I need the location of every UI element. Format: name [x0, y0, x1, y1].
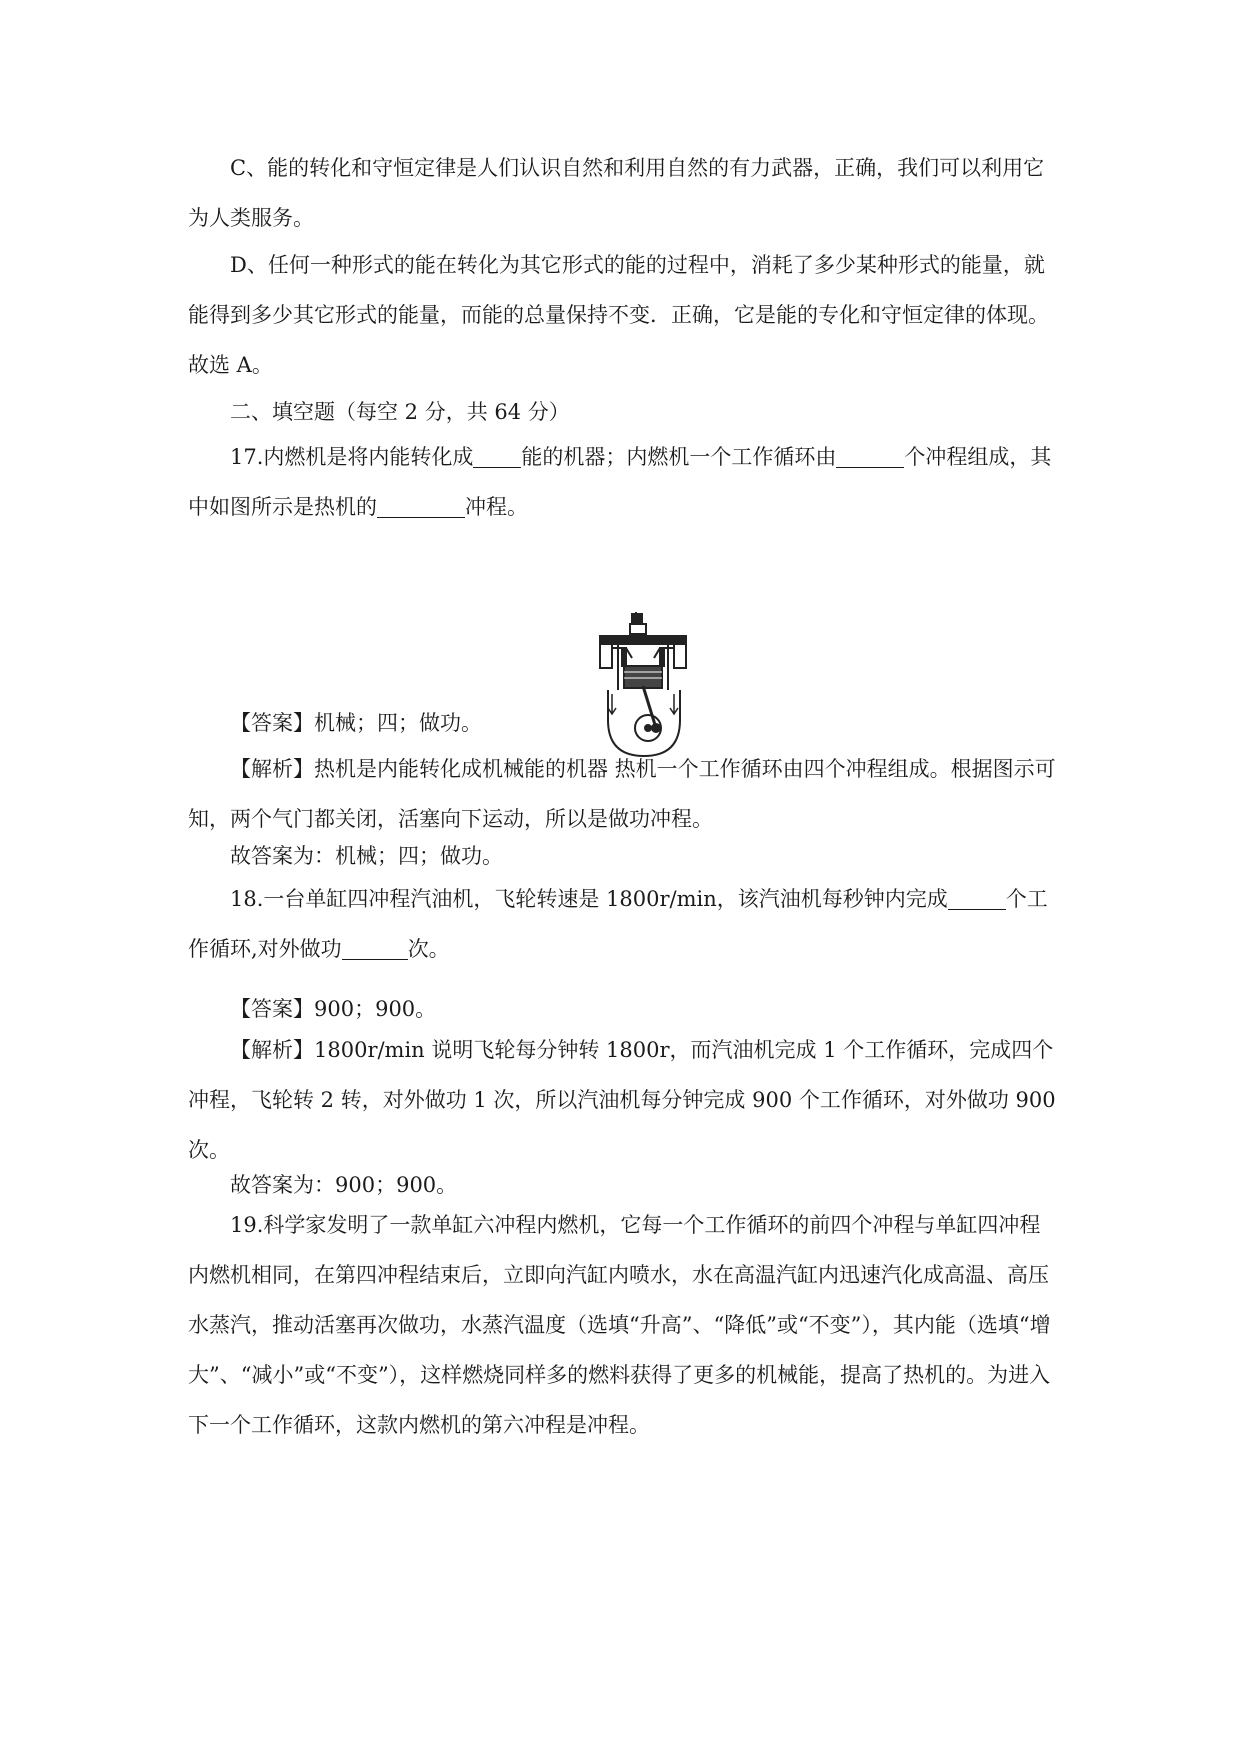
q17-analysis: 【解析】热机是内能转化成机械能的机器 热机一个工作循环由四个冲程组成。根据图示可知，两个气门都关闭，活塞向下运动，所以是做功冲程。	[188, 757, 1056, 831]
q17-text-1: 17.内燃机是将内能转化成	[230, 445, 474, 469]
q17-text-3: 个冲程组成，其中如图所示是热机的	[188, 445, 1052, 519]
question-17	[188, 432, 1058, 532]
q18-text-2: 个工作循环,对外做功	[188, 887, 1048, 961]
q17-answer: 【答案】机械；四；做功。	[230, 711, 482, 735]
q17-final-answer: 故答案为：机械；四；做功。	[230, 844, 503, 868]
q18-analysis: 【解析】1800r/min 说明飞轮每分钟转 1800r，而汽油机完成 1 个工作循环，完成四个冲程，飞轮转 2 转，对外做功 1 次，所以汽油机每分钟完成 900 个工作循环，对外做功 900 次。	[188, 1038, 1056, 1162]
q17-blank-1	[473, 445, 521, 468]
q18-text-1: 18.一台单缸四冲程汽油机，飞轮转速是 1800r/min，该汽油机每秒钟内完成	[230, 887, 948, 911]
q18-answer: 【答案】900；900。	[230, 997, 437, 1021]
option-d-paragraph: D、任何一种形式的能在转化为其它形式的能的过程中，消耗了多少某种形式的能量，就能得到多少其它形式的能量，而能的总量保持不变．正确，它是能的专化和守恒定律的体现。故选 A。	[188, 253, 1049, 377]
section-heading: 二、填空题（每空 2 分，共 64 分）	[230, 400, 570, 424]
q18-text-3: 次。	[407, 937, 450, 961]
q17-text-4: 冲程。	[465, 495, 528, 519]
q18-blank-2	[342, 937, 408, 960]
q17-text-2: 能的机器；内燃机一个工作循环由	[521, 445, 837, 469]
q18-final-answer: 故答案为：900；900。	[230, 1173, 458, 1197]
question-19: 19.科学家发明了一款单缸六冲程内燃机，它每一个工作循环的前四个冲程与单缸四冲程内燃机相同，在第四冲程结束后，立即向汽缸内喷水，水在高温汽缸内迅速汽化成高温、高压水蒸汽，推动活塞再次做功，水蒸汽温度（选填“升高”、“降低”或“不变”），其内能（选填“增大”、“减小”或“不变”），这样燃烧同样多的燃料获得了更多的机械能，提高了热机的。为进入下一个工作循环，这款内燃机的第六冲程是冲程。	[188, 1213, 1051, 1437]
q17-blank-3	[377, 495, 465, 518]
q18-blank-1	[948, 887, 1006, 910]
option-c-paragraph: C、能的转化和守恒定律是人们认识自然和利用自然的有力武器，正确，我们可以利用它为人类服务。	[188, 156, 1045, 230]
question-18	[188, 874, 1058, 974]
q17-blank-2	[836, 445, 904, 468]
